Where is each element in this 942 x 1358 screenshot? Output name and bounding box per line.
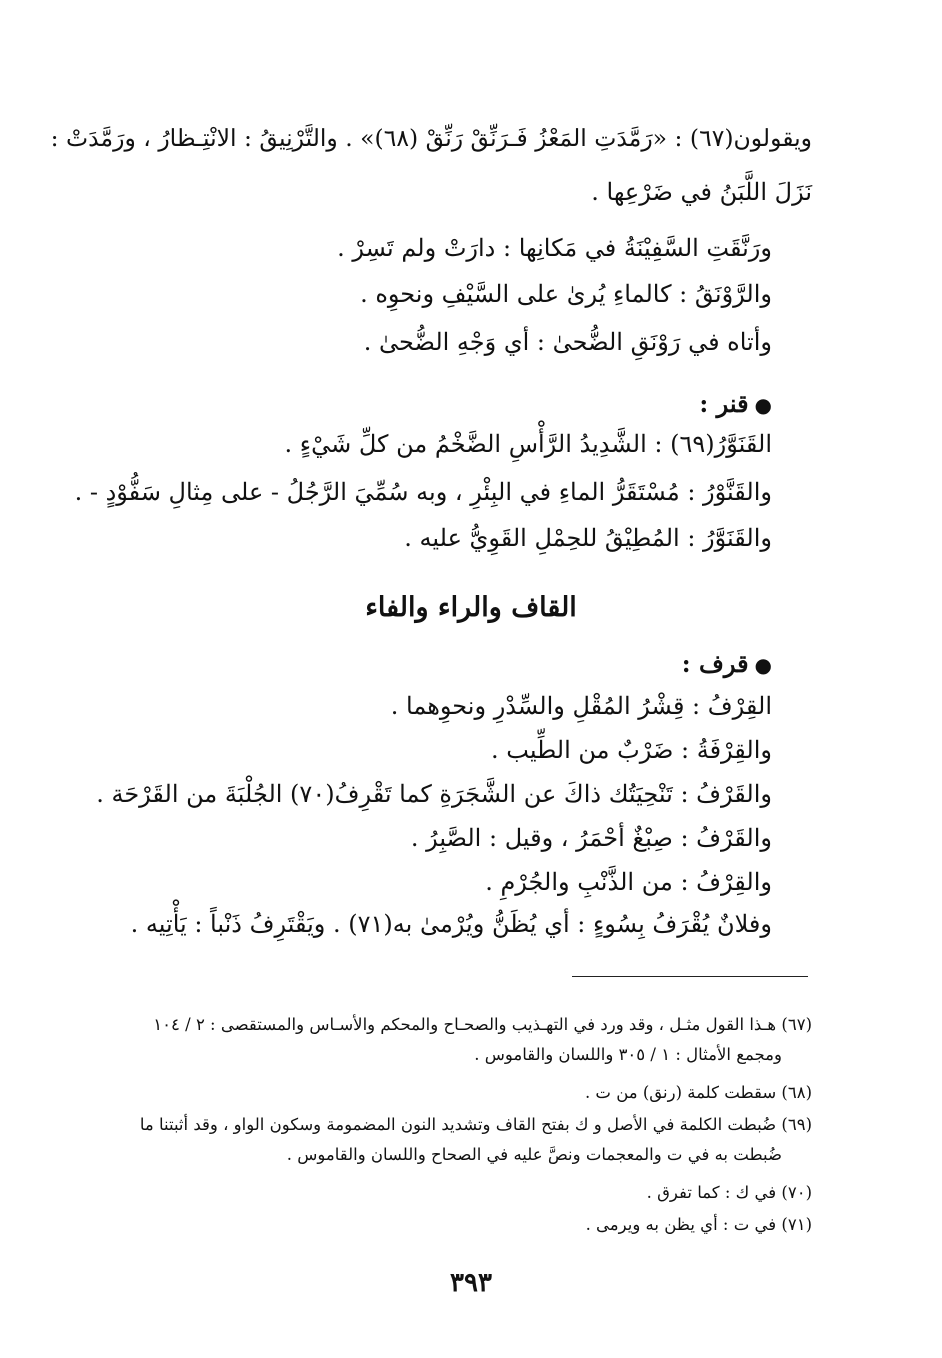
footnote-67: (٦٧) هـذا القول مثـل ، وقد ورد في التهـذيب والصحـاح والمحكم والأسـاس والمستقصى : ٢ / ١٠٤: [153, 1015, 812, 1034]
entry-line: والقَرْفُ : تَنْحِيَتُك ذاكَ عن الشَّجَرَةِ كما تَقْرِفُ(٧٠) الجُلْبَةَ من القَرْحَة .: [96, 780, 772, 808]
entry-line: والقِرْفَةُ : ضَرْبٌ من الطِّيب .: [491, 736, 772, 764]
entry-line: والقَنَوَّرُ : المُطِيْقُ للحِمْلِ القَوِيُّ عليه .: [404, 524, 772, 552]
page-number: ٣٩٣: [450, 1268, 492, 1298]
footnote-divider: [572, 976, 808, 977]
entry-line: وفلانٌ يُقْرَفُ بِسُوءٍ : أي يُظَنُّ ويُرْمىٰ به(٧١) . ويَقْتَرِفُ ذَنْباً : يَأْتِيه .: [130, 910, 772, 938]
entry-line: القَنَوَّرُ(٦٩) : الشَّدِيدُ الرَّأْسِ الضَّخْمُ من كلِّ شَيْءٍ .: [284, 430, 772, 458]
footnote-69: (٦٩) ضُبطت الكلمة في الأصل و ك بفتح القاف وتشديد النون المضمومة وسكون الواو ، وقد أثبتنا ما: [139, 1115, 812, 1134]
entry-line: ورَنَّقَتِ السَّفِيْنَةُ في مَكانِها : دارَتْ ولم تَسِرْ .: [337, 234, 772, 262]
footnote-68: (٦٨) سقطت كلمة (رنق) من ت .: [584, 1083, 812, 1102]
section-heading: القاف والراء والفاء: [365, 592, 577, 623]
entry-line: والرَّوْنَقُ : كالماءِ يُرىٰ على السَّيْفِ ونحوِه .: [360, 280, 772, 308]
entry-line: القِرْفُ : قِشْرُ المُقْلِ والسِّدْرِ ونحوِهما .: [390, 692, 772, 720]
entry-heading-qrf: ●قرف :: [681, 649, 772, 678]
footnote-70: (٧٠) في ك : كما تفرق .: [646, 1183, 812, 1202]
footnote-71: (٧١) في ت : أي يظن به ويرمى .: [585, 1215, 812, 1234]
bullet-icon: ●: [754, 653, 772, 677]
footnote-69-continued: ضُبطت به في ت والمعجمات ونصَّ عليه في الصحاح واللسان والقاموس .: [286, 1145, 782, 1164]
intro-line-1: ويقولون(٦٧) : «رَمَّدَتِ المَعْزُ فَـرَنِّقْ رَنِّقْ (٦٨)» . والتَّرْنِيقُ : الانْتِـظارُ ، ورَمَّدَتْ :: [50, 124, 812, 152]
bullet-icon: ●: [754, 393, 772, 417]
footnote-67-continued: ومجمع الأمثال : ١ / ٣٠٥ واللسان والقاموس .: [474, 1045, 782, 1064]
entry-heading-qnr: ●قنر :: [699, 389, 772, 418]
intro-line-2: نَزَلَ اللَّبَنُ في ضَرْعِها .: [591, 178, 812, 206]
entry-line: وأتاه في رَوْنَقِ الضُّحىٰ : أي وَجْهِ الضُّحىٰ .: [363, 328, 772, 356]
entry-line: والقِرْفُ : من الذَّنْبِ والجُرْمِ .: [485, 868, 772, 896]
entry-line: والقَرْفُ : صِبْغٌ أحْمَرُ ، وقيل : الصَّبِرُ .: [410, 824, 772, 852]
entry-line: والقَنَّوْرُ : مُسْتَقَرُّ الماءِ في البِئْرِ ، وبه سُمِّيَ الرَّجُلُ - على مِثالِ سَفُّوْدٍ - .: [74, 478, 772, 506]
